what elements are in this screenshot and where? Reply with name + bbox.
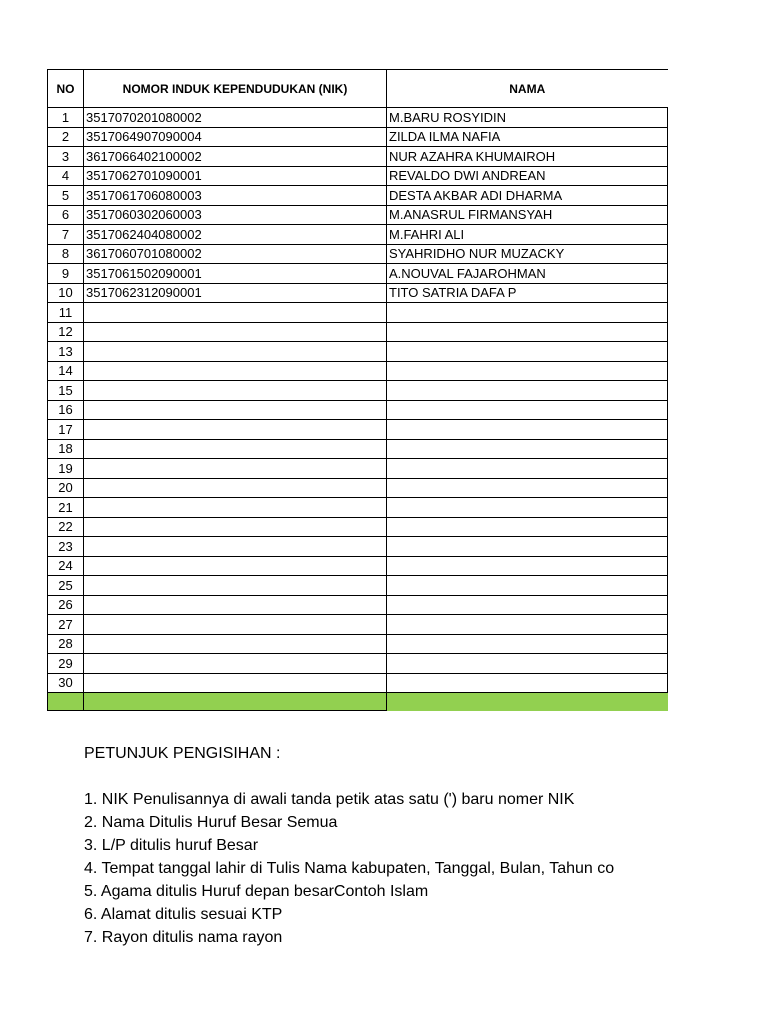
table-row: [48, 634, 668, 654]
nik-cell[interactable]: [84, 595, 387, 615]
nik-cell[interactable]: 3517064907090004: [84, 127, 387, 147]
no-cell[interactable]: 3: [48, 147, 84, 167]
table-row: [48, 381, 668, 401]
nik-cell[interactable]: 3517062312090001: [84, 283, 387, 303]
nik-cell[interactable]: [84, 459, 387, 479]
instruction-item: 5. Agama ditulis Huruf depan besarContoh Islam: [84, 883, 429, 900]
instructions-list: [84, 788, 668, 949]
nama-cell[interactable]: ZILDA ILMA NAFIA: [387, 127, 668, 147]
nik-cell[interactable]: 3517062404080002: [84, 225, 387, 245]
nik-cell[interactable]: [84, 517, 387, 537]
table-row: [48, 595, 668, 615]
nama-cell[interactable]: [387, 459, 668, 479]
table-row: [48, 264, 668, 284]
nik-cell[interactable]: [84, 654, 387, 674]
nama-cell[interactable]: M.ANASRUL FIRMANSYAH: [387, 205, 668, 225]
table-row: [48, 244, 668, 264]
no-cell[interactable]: 10: [48, 283, 84, 303]
nik-cell[interactable]: [84, 342, 387, 362]
nik-cell[interactable]: 3617060701080002: [84, 244, 387, 264]
no-cell[interactable]: 21: [48, 498, 84, 518]
no-cell[interactable]: 17: [48, 420, 84, 440]
no-cell[interactable]: 27: [48, 615, 84, 635]
nik-cell[interactable]: [84, 478, 387, 498]
nama-cell[interactable]: [387, 595, 668, 615]
nik-cell[interactable]: [84, 634, 387, 654]
table-row: [48, 537, 668, 557]
nik-cell[interactable]: [84, 673, 387, 693]
no-cell[interactable]: 16: [48, 400, 84, 420]
no-cell[interactable]: 11: [48, 303, 84, 323]
nama-cell[interactable]: NUR AZAHRA KHUMAIROH: [387, 147, 668, 167]
header-nik[interactable]: NOMOR INDUK KEPENDUDUKAN (NIK): [84, 70, 387, 108]
no-cell[interactable]: 24: [48, 556, 84, 576]
nama-cell[interactable]: [387, 361, 668, 381]
instruction-item: 7. Rayon ditulis nama rayon: [84, 929, 283, 946]
nik-cell[interactable]: 3517061706080003: [84, 186, 387, 206]
no-cell[interactable]: 30: [48, 673, 84, 693]
no-cell[interactable]: 12: [48, 322, 84, 342]
nik-cell[interactable]: [84, 303, 387, 323]
no-cell[interactable]: 14: [48, 361, 84, 381]
nik-cell[interactable]: [84, 420, 387, 440]
table-row: [48, 127, 668, 147]
nik-cell[interactable]: [84, 361, 387, 381]
table-row: [48, 498, 668, 518]
nik-cell[interactable]: [84, 439, 387, 459]
nama-cell[interactable]: TITO SATRIA DAFA P: [387, 283, 668, 303]
no-cell[interactable]: 4: [48, 166, 84, 186]
nama-cell[interactable]: [387, 498, 668, 518]
nama-cell[interactable]: [387, 478, 668, 498]
table-row: [48, 615, 668, 635]
no-cell[interactable]: 1: [48, 108, 84, 128]
no-cell[interactable]: 22: [48, 517, 84, 537]
filling-instructions: [84, 742, 668, 949]
nama-cell[interactable]: DESTA AKBAR ADI DHARMA: [387, 186, 668, 206]
table-row: [48, 400, 668, 420]
nama-cell[interactable]: [387, 654, 668, 674]
nama-cell[interactable]: [387, 322, 668, 342]
footer-no-cell[interactable]: [48, 693, 84, 711]
nama-cell[interactable]: SYAHRIDHO NUR MUZACKY: [387, 244, 668, 264]
no-cell[interactable]: 20: [48, 478, 84, 498]
instruction-item: 4. Tempat tanggal lahir di Tulis Nama kabupaten, Tanggal, Bulan, Tahun co: [84, 860, 615, 877]
table-row: [48, 517, 668, 537]
nik-cell[interactable]: [84, 400, 387, 420]
table-row: [48, 342, 668, 362]
table-row: [48, 576, 668, 596]
nama-cell[interactable]: M.FAHRI ALI: [387, 225, 668, 245]
no-cell[interactable]: 6: [48, 205, 84, 225]
no-cell[interactable]: 13: [48, 342, 84, 362]
no-cell[interactable]: 8: [48, 244, 84, 264]
instructions-title: PETUNJUK PENGISIHAN :: [84, 745, 281, 762]
no-cell[interactable]: 18: [48, 439, 84, 459]
table-footer-row: [48, 693, 668, 711]
nama-cell[interactable]: [387, 615, 668, 635]
no-cell[interactable]: 28: [48, 634, 84, 654]
no-cell[interactable]: 29: [48, 654, 84, 674]
nik-cell[interactable]: 3517062701090001: [84, 166, 387, 186]
table-body: [48, 108, 668, 711]
no-cell[interactable]: 9: [48, 264, 84, 284]
table-row: [48, 225, 668, 245]
nama-cell[interactable]: [387, 634, 668, 654]
nama-cell[interactable]: M.BARU ROSYIDIN: [387, 108, 668, 128]
student-table: [47, 69, 668, 711]
header-nama[interactable]: NAMA: [387, 70, 668, 108]
table-row: [48, 478, 668, 498]
nama-cell[interactable]: [387, 381, 668, 401]
nik-cell[interactable]: 3517061502090001: [84, 264, 387, 284]
footer-nama-cell[interactable]: [387, 693, 668, 711]
no-cell[interactable]: 7: [48, 225, 84, 245]
instruction-item: 2. Nama Ditulis Huruf Besar Semua: [84, 814, 338, 831]
nik-cell[interactable]: 3617066402100002: [84, 147, 387, 167]
table-row: [48, 654, 668, 674]
table-row: [48, 147, 668, 167]
table-row: [48, 556, 668, 576]
nik-cell[interactable]: [84, 576, 387, 596]
table-row: [48, 303, 668, 323]
nik-cell[interactable]: [84, 498, 387, 518]
nik-cell[interactable]: 3517070201080002: [84, 108, 387, 128]
table-row: [48, 673, 668, 693]
footer-nik-cell[interactable]: [84, 693, 387, 711]
instruction-item: 1. NIK Penulisannya di awali tanda petik atas satu (') baru nomer NIK: [84, 791, 575, 808]
nama-cell[interactable]: [387, 576, 668, 596]
no-cell[interactable]: 2: [48, 127, 84, 147]
header-no[interactable]: NO: [48, 70, 84, 108]
spreadsheet-sheet: [47, 69, 667, 711]
table-row: [48, 108, 668, 128]
nama-cell[interactable]: [387, 439, 668, 459]
nama-cell[interactable]: A.NOUVAL FAJAROHMAN: [387, 264, 668, 284]
table-row: [48, 420, 668, 440]
table-row: [48, 439, 668, 459]
nik-cell[interactable]: [84, 322, 387, 342]
no-cell[interactable]: 25: [48, 576, 84, 596]
table-row: [48, 459, 668, 479]
table-header-row: [48, 70, 668, 108]
nama-cell[interactable]: [387, 556, 668, 576]
nama-cell[interactable]: [387, 400, 668, 420]
table-row: [48, 283, 668, 303]
nama-cell[interactable]: [387, 342, 668, 362]
nik-cell[interactable]: [84, 381, 387, 401]
nik-cell[interactable]: [84, 615, 387, 635]
no-cell[interactable]: 5: [48, 186, 84, 206]
nama-cell[interactable]: [387, 537, 668, 557]
nik-cell[interactable]: [84, 556, 387, 576]
nama-cell[interactable]: [387, 303, 668, 323]
nama-cell[interactable]: REVALDO DWI ANDREAN: [387, 166, 668, 186]
table-row: [48, 166, 668, 186]
nama-cell[interactable]: [387, 420, 668, 440]
instruction-item: 3. L/P ditulis huruf Besar: [84, 837, 259, 854]
instruction-item: 6. Alamat ditulis sesuai KTP: [84, 906, 283, 923]
table-row: [48, 186, 668, 206]
no-cell[interactable]: 15: [48, 381, 84, 401]
nama-cell[interactable]: [387, 517, 668, 537]
no-cell[interactable]: 26: [48, 595, 84, 615]
table-row: [48, 205, 668, 225]
table-row: [48, 361, 668, 381]
nik-cell[interactable]: [84, 537, 387, 557]
table-row: [48, 322, 668, 342]
no-cell[interactable]: 23: [48, 537, 84, 557]
nama-cell[interactable]: [387, 673, 668, 693]
no-cell[interactable]: 19: [48, 459, 84, 479]
nik-cell[interactable]: 3517060302060003: [84, 205, 387, 225]
